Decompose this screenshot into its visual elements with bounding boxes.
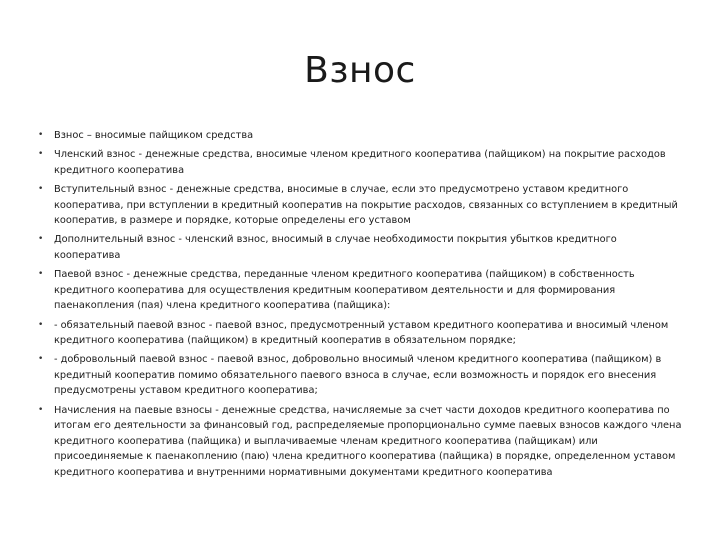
bullet-text: - добровольный паевой взнос - паевой взнос, добровольно вносимый членом кредитного кооператива (пайщиком) в кредитный кооператив помимо обязательного паевого взноса в случае, если возможность и порядок его внесения предусмотрены уставом кредитного кооператива; bbox=[54, 354, 662, 397]
bullet-text: Начисления на паевые взносы - денежные средства, начисляемые за счет части доходов кредитного кооператива по итогам его деятельности за финансовый год, распределяемые пропорционально сумме паевых взносов каждого члена кредитного кооператива (пайщика) и выплачиваемые членам кредитного кооператива (пайщикам) или присоединяемые к паенакоплению (паю) члена кредитного кооператива (пайщика) в порядке, определенном уставом кредитного кооператива и внутренними нормативными документами кредитного кооператива bbox=[54, 404, 682, 479]
bullet-item-8 bbox=[36, 403, 686, 481]
bullet-item-2 bbox=[36, 147, 686, 178]
bullet-list bbox=[36, 128, 686, 484]
bullet-item-4 bbox=[36, 232, 686, 263]
slide-title: Взнос bbox=[304, 50, 416, 91]
bullet-text: Вступительный взнос - денежные средства, вносимые в случае, если это предусмотрено уставом кредитного кооператива, при вступлении в кредитный кооператив на покрытие расходов, связанных со вступлением в кредитный кооператив, в размере и порядке, которые определены его уставом bbox=[54, 183, 678, 227]
bullet-text: Членский взнос - денежные средства, вносимые членом кредитного кооператива (пайщиком) на покрытие расходов кредитного кооператива bbox=[54, 149, 666, 176]
bullet-dot-icon: • bbox=[38, 149, 44, 160]
bullet-dot-icon: • bbox=[38, 234, 44, 245]
bullet-dot-icon: • bbox=[38, 404, 44, 415]
bullet-item-3 bbox=[36, 182, 686, 229]
bullet-item-1 bbox=[36, 128, 686, 144]
bullet-text: - обязательный паевой взнос - паевой взнос, предусмотренный уставом кредитного кооператива и вносимый членом кредитного кооператива (пайщиком) в кредитный кооператив в обязательном порядке; bbox=[54, 319, 669, 347]
bullet-item-7 bbox=[36, 352, 686, 399]
bullet-dot-icon: • bbox=[38, 319, 44, 330]
bullet-item-6 bbox=[36, 318, 686, 349]
bullet-text: Паевой взнос - денежные средства, переданные членом кредитного кооператива (пайщиком) в собственность кредитного кооператива для осуществления кредитным кооперативом деятельности и для формирования паенакопления (пая) члена кредитного кооператива (пайщика): bbox=[54, 269, 635, 312]
bullet-dot-icon: • bbox=[38, 354, 44, 365]
bullet-dot-icon: • bbox=[38, 269, 44, 280]
bullet-item-5 bbox=[36, 267, 686, 314]
bullet-text: Взнос – вносимые пайщиком средства bbox=[54, 130, 254, 141]
bullet-dot-icon: • bbox=[38, 130, 44, 140]
bullet-text: Дополнительный взнос - членский взнос, вносимый в случае необходимости покрытия убытков кредитного кооператива bbox=[54, 234, 617, 261]
bullet-dot-icon: • bbox=[38, 183, 44, 194]
